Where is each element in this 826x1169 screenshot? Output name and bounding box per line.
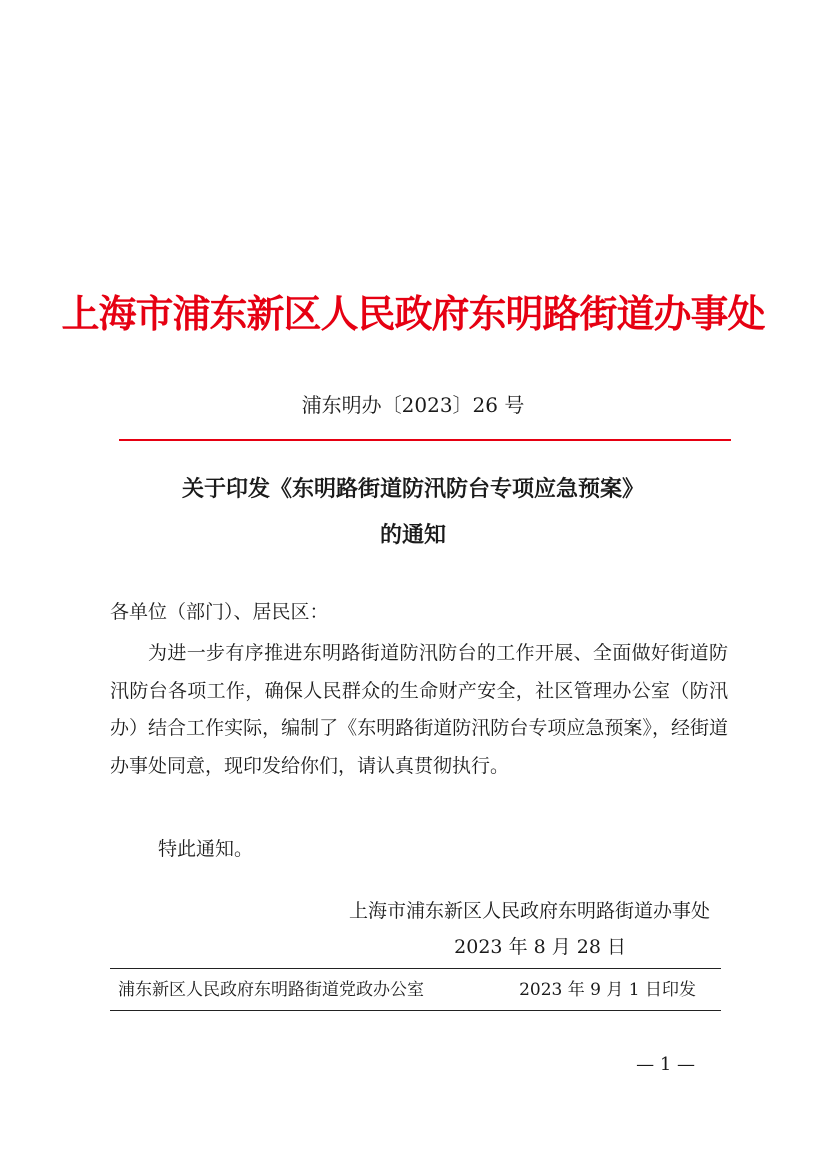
red-divider-line <box>119 439 731 441</box>
issuer-header-title: 上海市浦东新区人民政府东明路街道办事处 <box>61 291 765 336</box>
notice-title-line-2: 的通知 <box>379 522 446 548</box>
notice-title-line-1: 关于印发《东明路街道防汛防台专项应急预案》 <box>181 476 644 502</box>
page-number: — 1 — <box>636 1054 695 1075</box>
signature-issuer: 上海市浦东新区人民政府东明路街道办事处 <box>348 900 710 922</box>
footer-bottom-rule <box>110 1010 721 1011</box>
closing-remark: 特此通知。 <box>158 838 254 860</box>
footer-issuing-office: 浦东新区人民政府东明路街道党政办公室 <box>118 980 424 1000</box>
main-paragraph: 为进一步有序推进东明路街道防汛防台的工作开展、全面做好街道防汛防台各项工作，确保人民群众的生命财产安全，社区管理办公室（防汛办）结合工作实际，编制了《东明路街道防汛防台专项应急预案》，经街道办事处同意，现印发给你们，请认真贯彻执行。 <box>110 642 728 777</box>
footer-print-date: 2023 年 9 月 1 日印发 <box>519 980 696 1000</box>
footer-top-rule <box>110 968 721 969</box>
document-number: 浦东明办〔2023〕26 号 <box>301 393 525 417</box>
salutation: 各单位（部门）、居民区： <box>110 601 329 623</box>
signature-date: 2023 年 8 月 28 日 <box>454 936 626 958</box>
